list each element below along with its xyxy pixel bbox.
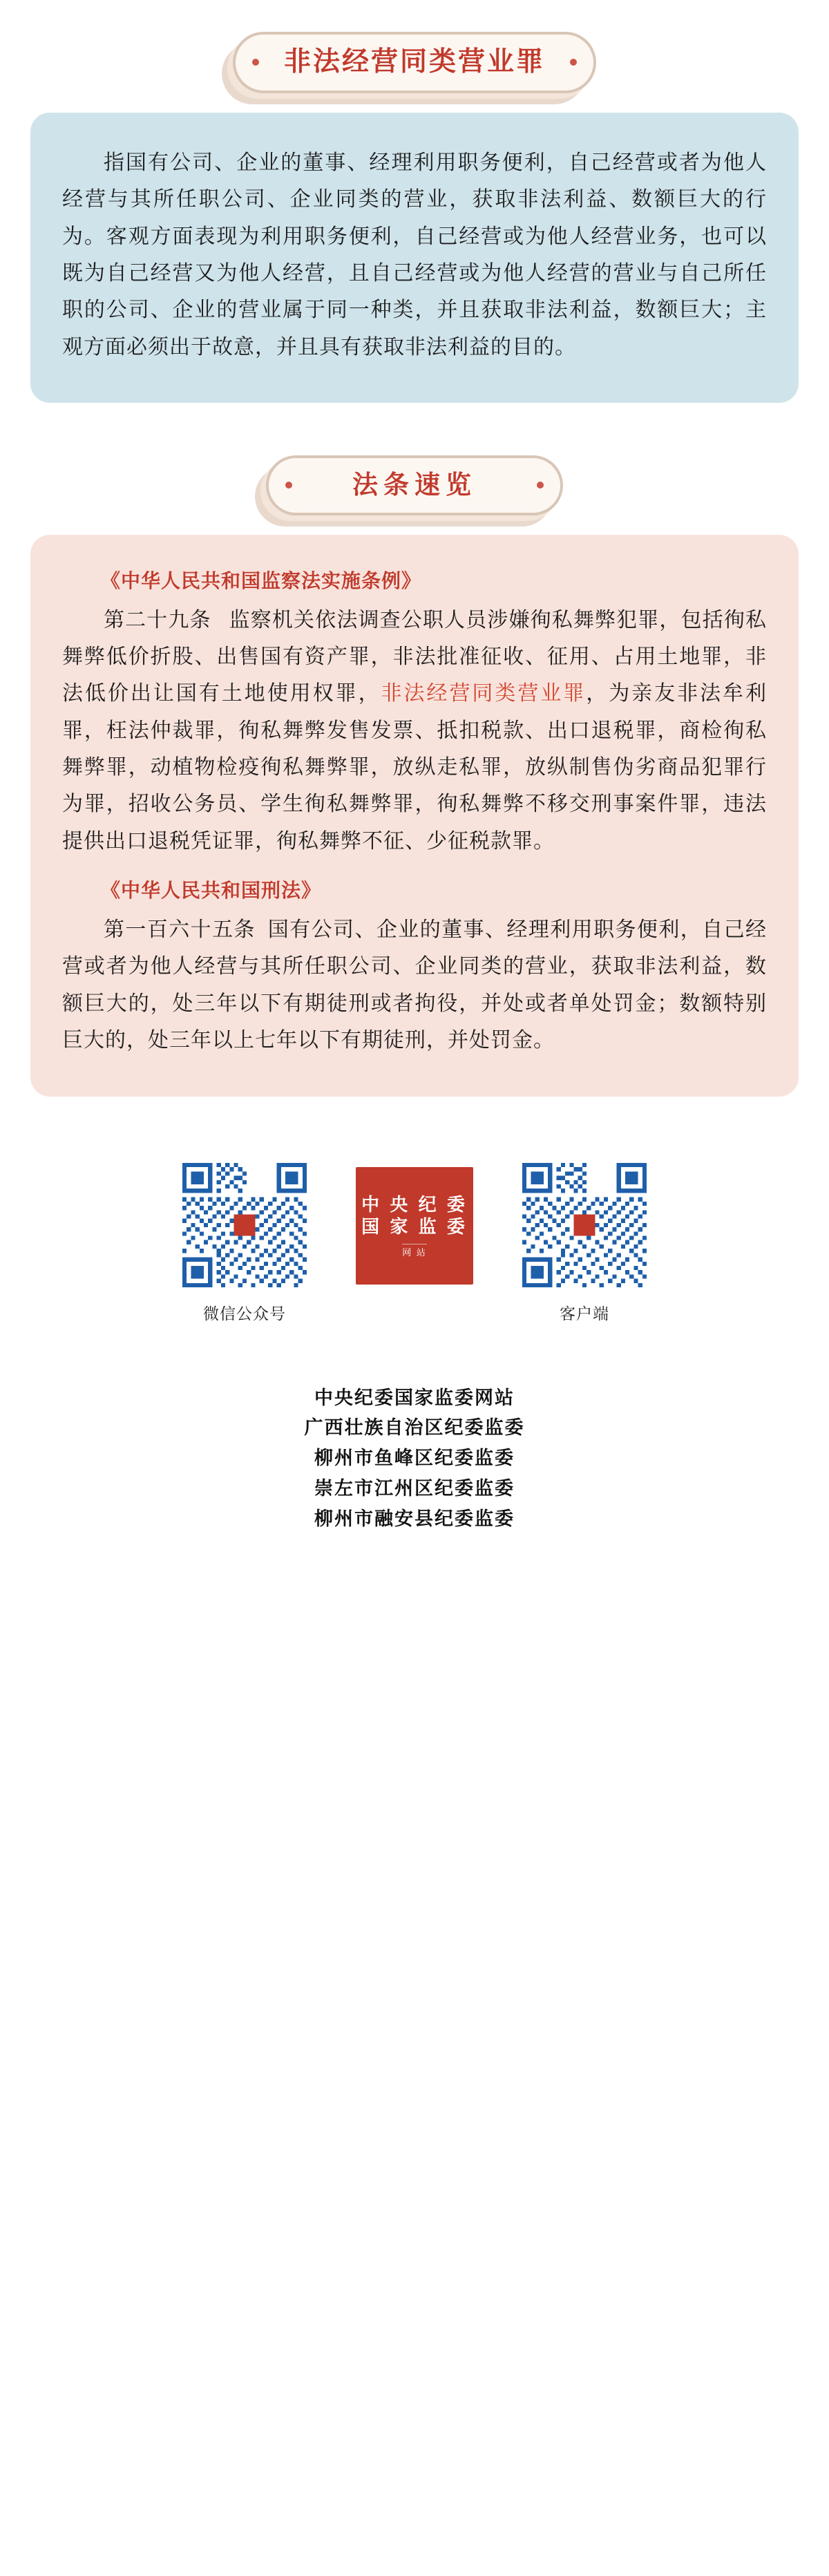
law-card: [30, 535, 799, 1097]
footer-line-1: 中央纪委国家监委网站: [314, 1387, 515, 1408]
plaque-crime: [233, 32, 596, 93]
section-title-crime: 非法经营同类营业罪: [283, 47, 545, 77]
qr-item-logo: [342, 1163, 487, 1285]
qr-item-app[interactable]: [512, 1163, 657, 1324]
qr-code-icon[interactable]: [522, 1163, 647, 1287]
qr-item-wechat[interactable]: [172, 1163, 317, 1324]
plaque-law: [266, 455, 563, 515]
logo-sub: 网 站: [402, 1244, 427, 1258]
definition-text: 指国有公司、企业的董事、经理利用职务便利，自己经营或者为他人经营与其所任职公司、企业同类的营业，获取非法利益、数额巨大的行为。客观方面表现为利用职务便利，自己经营或为他人经营业务，也可以既为自己经营又为他人经营，且自己经营或为他人经营的营业与自己所任职的公司、企业的营业属于同一种类，并且获取非法利益，数额巨大；主观方面必须出于故意，并且具有获取非法利益的目的。: [62, 151, 767, 359]
article-text: 国有公司、企业的董事、经理利用职务便利，自己经营或者为他人经营与其所任职公司、企业同类的营业，获取非法利益，数额巨大的，处三年以下有期徒刑或者拘役，并处或者单处罚金；数额特别巨大的，处三年以上七年以下有期徒刑，并处罚金。: [62, 918, 768, 1052]
article-number: 第一百六十五条: [104, 918, 256, 942]
law-article-29: [62, 602, 767, 860]
footer-line-4: 崇左市江州区纪委监委: [314, 1477, 515, 1499]
brand-logo-icon: [356, 1167, 473, 1285]
section-title-law: 法条速览: [352, 471, 477, 500]
article-text-before: 监察机关依法调查公职人员涉嫌徇私舞弊犯罪，包括徇私舞弊低价折股、出售国有资产罪，非法批准征收、征用、占用土地罪，非法低价出让国有土地使用权罪，: [62, 608, 767, 705]
law-title-supervision: 《中华人民共和国监察法实施条例》: [101, 570, 422, 592]
law-article-165: [62, 911, 767, 1059]
footer-credits: [0, 1383, 829, 1583]
section-header-crime: [0, 32, 829, 93]
spacer: [0, 403, 829, 455]
footer-line-3: 柳州市鱼峰区纪委监委: [314, 1448, 515, 1469]
plaque-plate: [233, 32, 596, 93]
qr-caption-app: 客户端: [560, 1304, 609, 1323]
footer-line-2: 广西壮族自治区纪委监委: [304, 1417, 525, 1439]
logo-line-2: 国 家 监 委: [361, 1216, 468, 1237]
law-title-criminal: 《中华人民共和国刑法》: [101, 880, 322, 902]
qr-code-icon[interactable]: [182, 1163, 307, 1287]
highlighted-crime-name: 非法经营同类营业罪: [381, 682, 587, 705]
article-text-after: ，为亲友非法牟利罪，枉法仲裁罪，徇私舞弊发售发票、抵扣税款、出口退税罪，商检徇私舞弊罪，动植物检疫徇私舞弊罪，放纵走私罪，放纵制售伪劣商品犯罪行为罪，招收公务员、学生徇私舞弊罪，徇私舞弊不移交刑事案件罪，违法提供出口退税凭证罪，徇私舞弊不征、少征税款罪。: [62, 682, 768, 853]
definition-card: [30, 113, 799, 403]
plaque-plate: [266, 455, 563, 515]
qr-row: [0, 1163, 829, 1324]
article-number: 第二十九条: [104, 608, 211, 632]
logo-line-1: 中 央 纪 委: [361, 1193, 468, 1215]
footer-line-5: 柳州市融安县纪委监委: [314, 1508, 515, 1529]
section-header-law: [0, 455, 829, 515]
qr-caption-wechat: 微信公众号: [203, 1304, 286, 1323]
